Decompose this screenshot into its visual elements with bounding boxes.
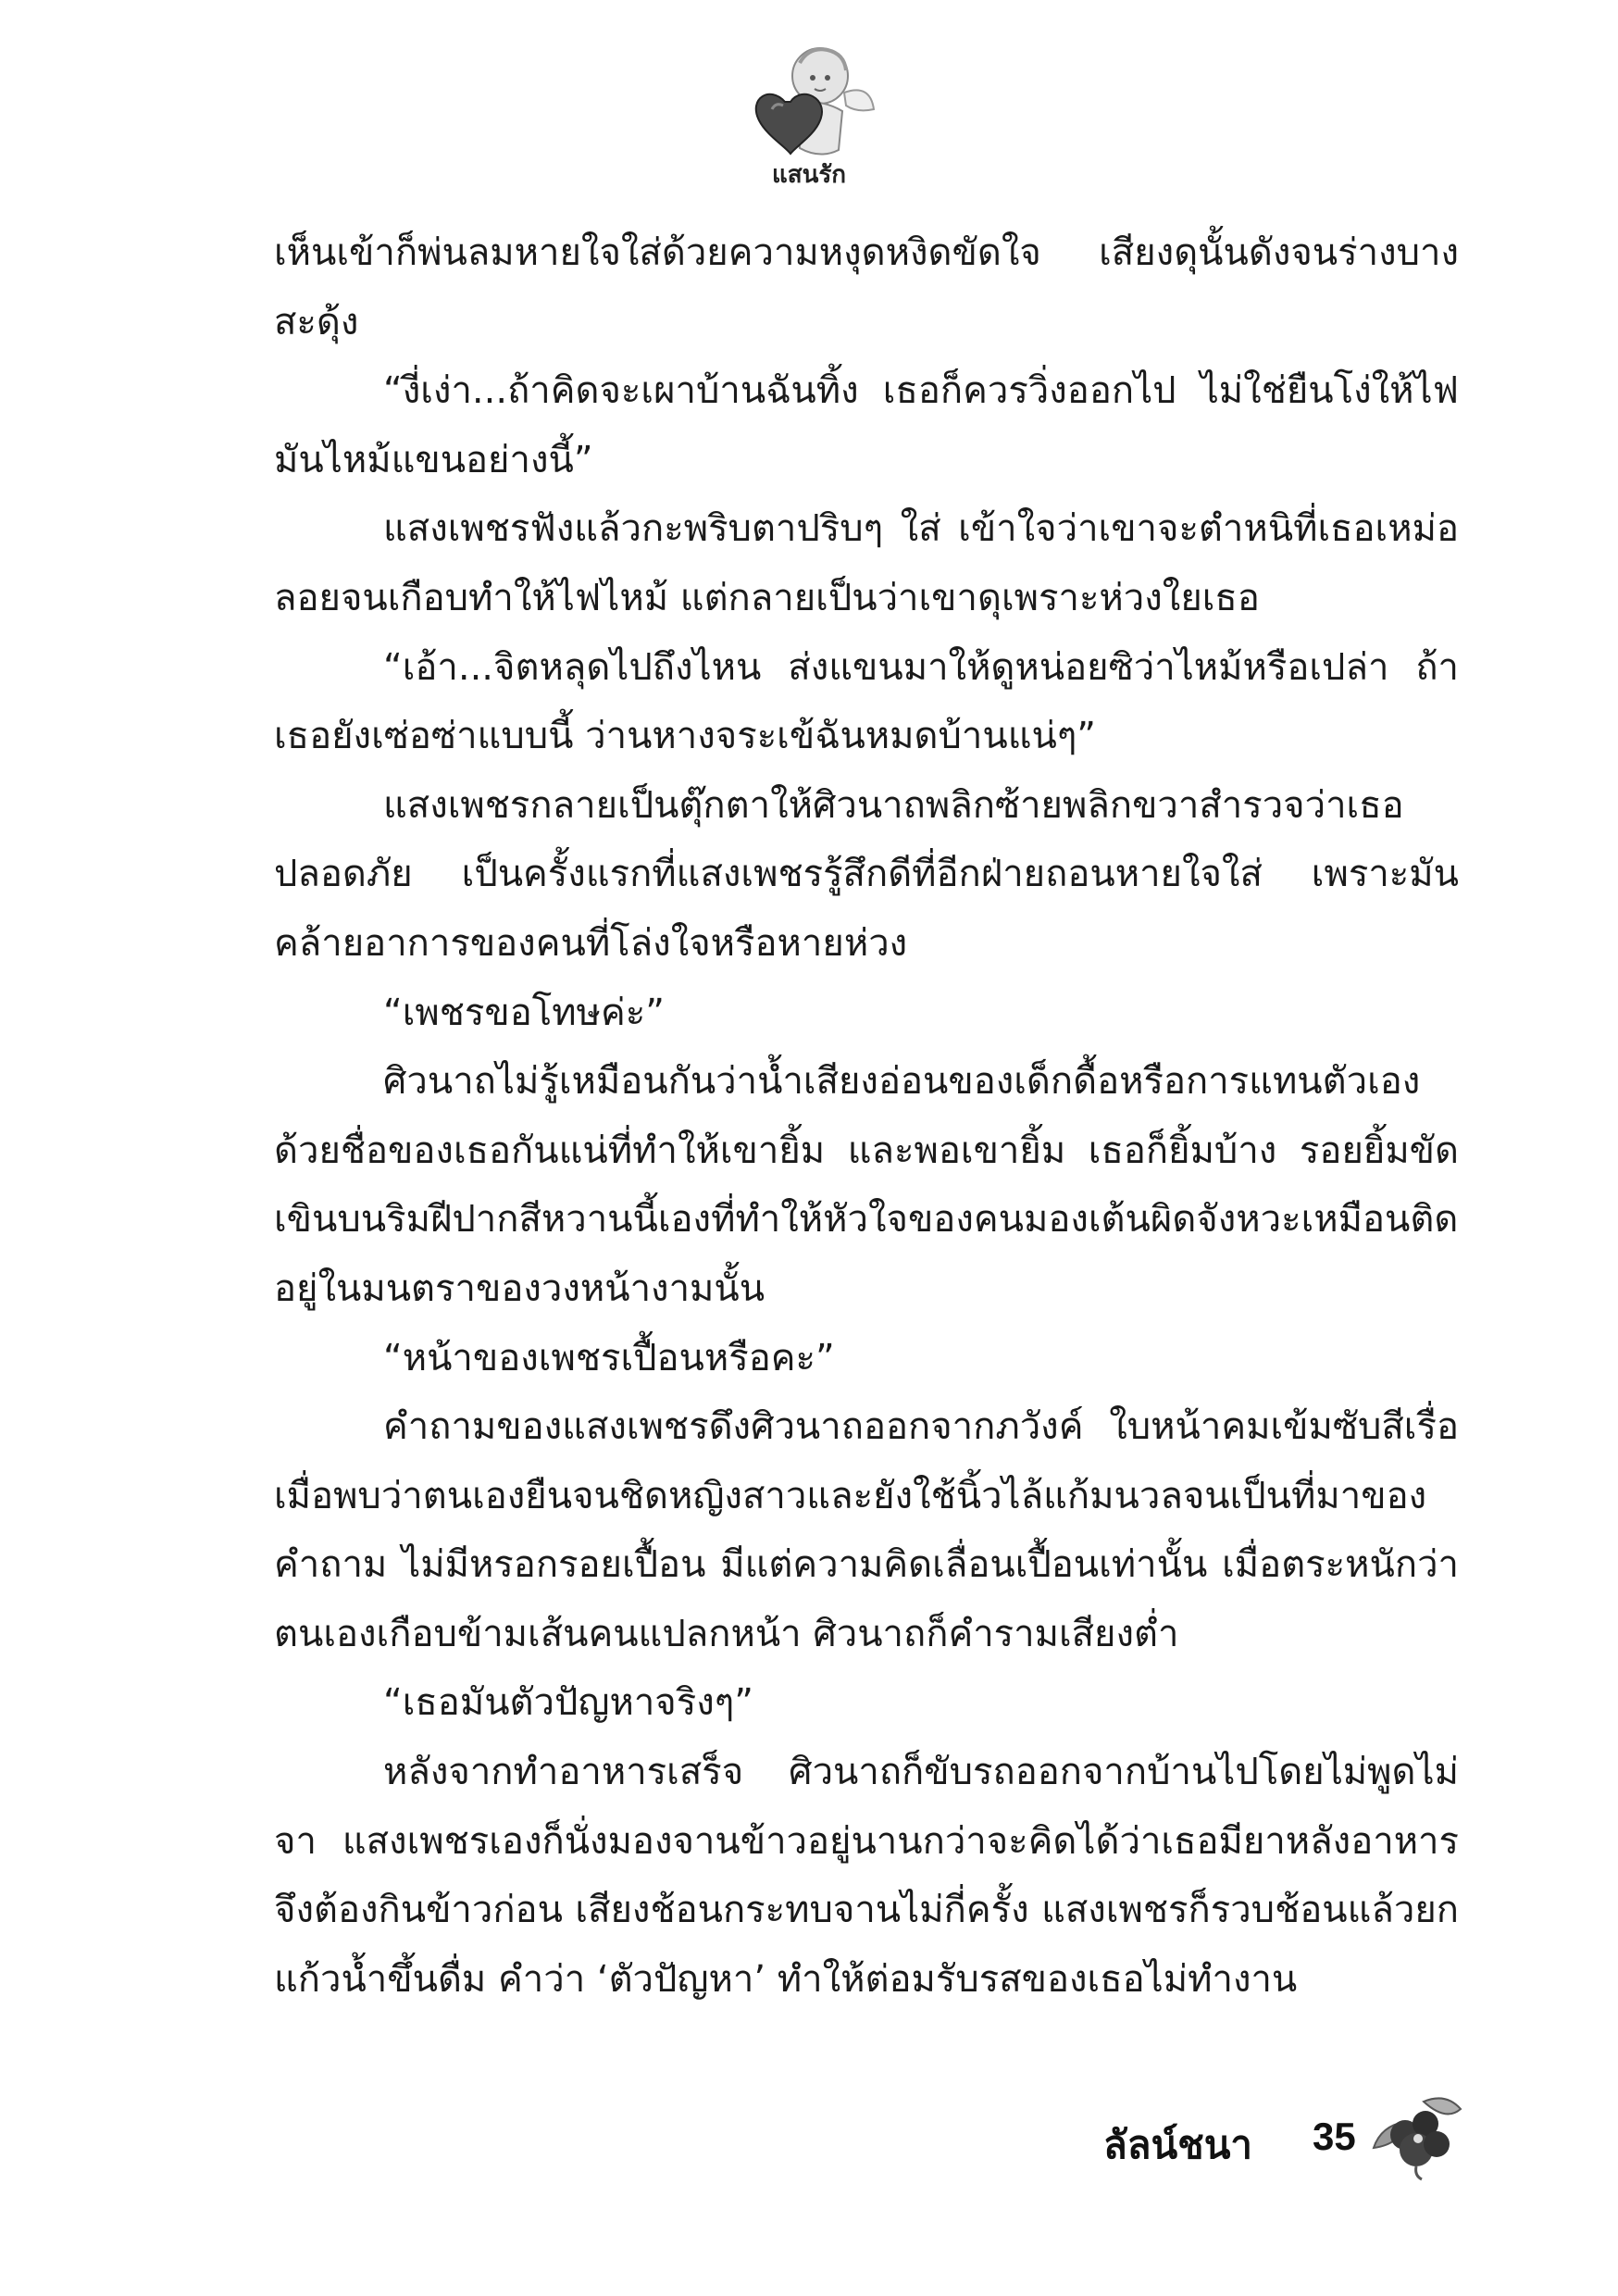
flower-icon (1368, 2089, 1470, 2181)
page-number: 35 (1313, 2115, 1356, 2158)
logo-text: แสนรัก (771, 161, 847, 189)
paragraph: “เอ้า...จิตหลุดไปถึงไหน ส่งแขนมาให้ดูหน่อยซิว่าไหม้หรือเปล่า ถ้าเธอยังเซ่อซ่าแบบนี้ ว่านหางจระเข้ฉันหมดบ้านแน่ๆ” (274, 645, 1459, 758)
body-text (274, 218, 1459, 2014)
paragraph: หลังจากทำอาหารเสร็จ ศิวนาถก็ขับรถออกจากบ้านไปโดยไม่พูดไม่จา แสงเพชรเองก็นั่งมองจานข้าวอยู่นานกว่าจะคิดได้ว่าเธอมียาหลังอาหารจึงต้องกินข้าวก่อน เสียงช้อนกระทบจานไม่กี่ครั้ง แสงเพชรก็รวบช้อนแล้วยกแก้วน้ำขึ้นดื่ม คำว่า ‘ตัวปัญหา’ ทำให้ต่อมรับรสของเธอไม่ทำงาน (274, 1751, 1459, 2001)
book-title: ลัลน์ชนา (1103, 2122, 1252, 2167)
paragraph: เห็นเข้าก็พ่นลมหายใจใส่ด้วยความหงุดหงิดขัดใจ เสียงดุนั้นดังจนร่างบางสะดุ้ง (274, 231, 1459, 343)
page-footer (1018, 2089, 1481, 2190)
paragraph: “เพชรขอโทษค่ะ” (383, 991, 665, 1034)
paragraph: แสงเพชรกลายเป็นตุ๊กตาให้ศิวนาถพลิกซ้ายพลิกขวาสำรวจว่าเธอปลอดภัย เป็นครั้งแรกที่แสงเพชรรู้สึกดีที่อีกฝ่ายถอนหายใจใส่ เพราะมันคล้ายอาการของคนที่โล่งใจหรือหายห่วง (274, 783, 1459, 965)
paragraph: คำถามของแสงเพชรดึงศิวนาถออกจากภวังค์ ใบหน้าคมเข้มซับสีเรื่อเมื่อพบว่าตนเองยืนจนชิดหญิงสาวและยังใช้นิ้วไล้แก้มนวลจนเป็นที่มาของคำถาม ไม่มีหรอกรอยเปื้อน มีแต่ความคิดเลื่อนเปื้อนเท่านั้น เมื่อตระหนักว่าตนเองเกือบข้ามเส้นคนแปลกหน้า ศิวนาถก็คำรามเสียงต่ำ (274, 1405, 1459, 1655)
header-logo (735, 37, 883, 194)
paragraph: “เธอมันตัวปัญหาจริงๆ” (383, 1681, 753, 1725)
paragraph: “งี่เง่า...ถ้าคิดจะเผาบ้านฉันทิ้ง เธอก็ควรวิ่งออกไป ไม่ใช่ยืนโง่ให้ไฟมันไหม้แขนอย่างนี้” (274, 369, 1459, 481)
paragraph: “หน้าของเพชรเปื้อนหรือคะ” (383, 1336, 835, 1379)
paragraph: แสงเพชรฟังแล้วกะพริบตาปริบๆ ใส่ เข้าใจว่าเขาจะตำหนิที่เธอเหม่อลอยจนเกือบทำให้ไฟไหม้ แต่กลายเป็นว่าเขาดุเพราะห่วงใยเธอ (274, 507, 1459, 619)
paragraph: ศิวนาถไม่รู้เหมือนกันว่าน้ำเสียงอ่อนของเด็กดื้อหรือการแทนตัวเองด้วยชื่อของเธอกันแน่ที่ทำให้เขายิ้ม และพอเขายิ้ม เธอก็ยิ้มบ้าง รอยยิ้มขัดเขินบนริมฝีปากสีหวานนี้เองที่ทำให้หัวใจของคนมองเต้นผิดจังหวะเหมือนติดอยู่ในมนตราของวงหน้างามนั้น (274, 1060, 1459, 1310)
